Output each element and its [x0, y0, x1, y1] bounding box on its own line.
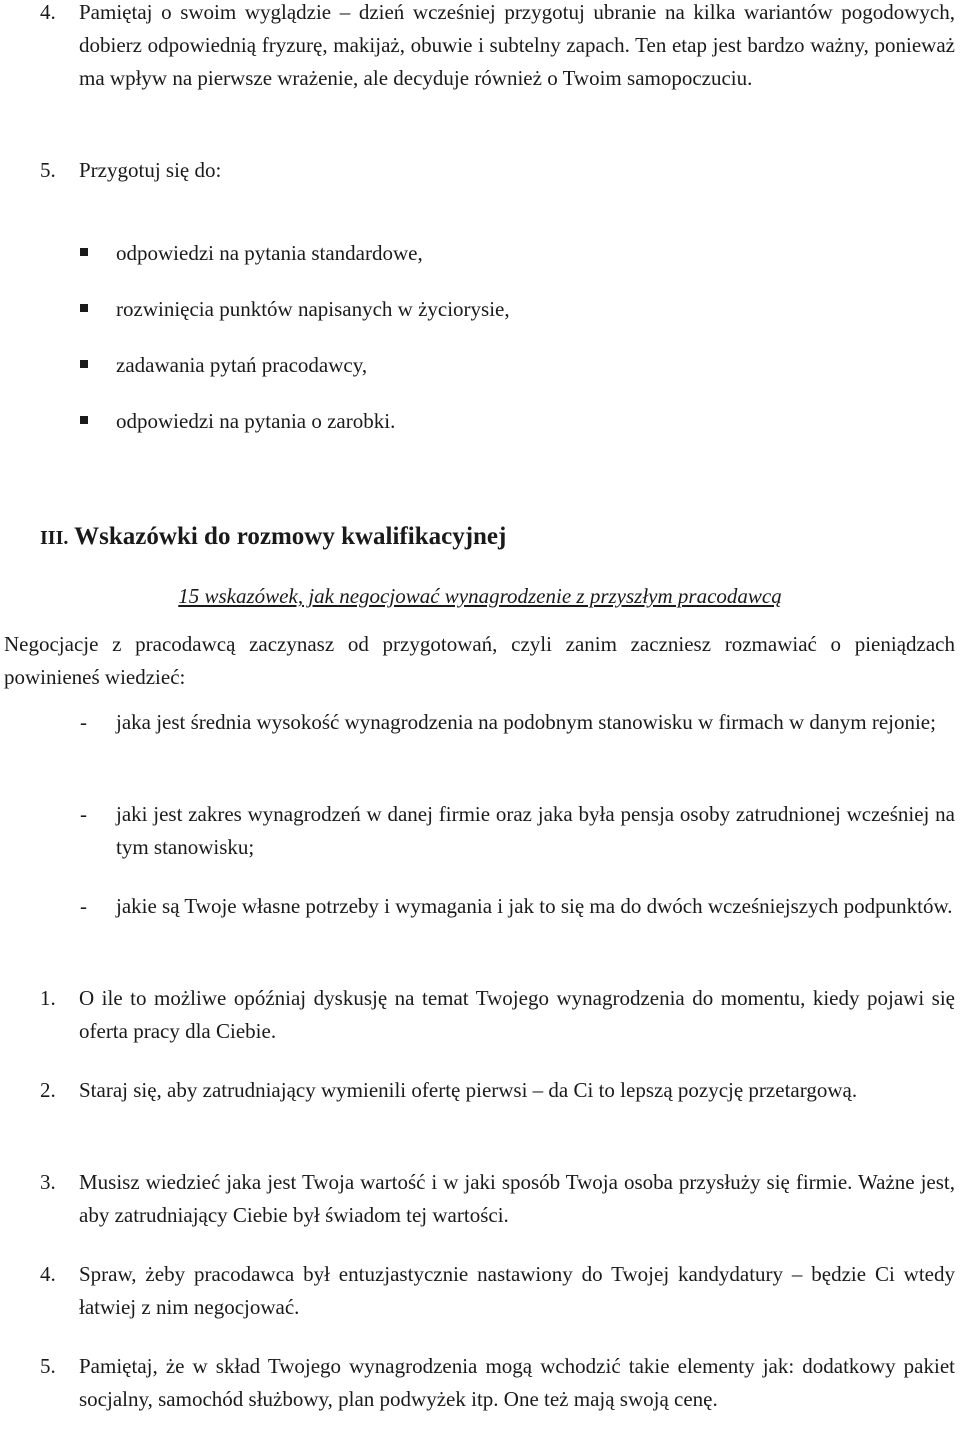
dash-marker: -: [80, 710, 87, 734]
intro-paragraph: Negocjacje z pracodawcą zaczynasz od przygotowań, czyli zanim zaczniesz rozmawiać o pieniądzach powinieneś wiedzieć:: [4, 632, 955, 689]
bullet-text: zadawania pytań pracodawcy,: [116, 353, 368, 377]
tip-number: 3.: [40, 1170, 56, 1194]
dash-marker: -: [80, 802, 87, 826]
section-title: Wskazówki do rozmowy kwalifikacyjnej: [74, 523, 507, 550]
dash-text: jakie są Twoje własne potrzeby i wymagania i jak to się ma do dwóch wcześniejszych podpunktów.: [116, 894, 953, 918]
bullet-item: [80, 238, 423, 268]
square-bullet-icon: [80, 248, 88, 256]
tip-item-4: [40, 1258, 955, 1324]
dash-text: jaki jest zakres wynagrodzeń w danej firmie oraz jaka była pensja osoby zatrudnionej wcześniej na tym stanowisku;: [116, 802, 955, 859]
bullet-text: odpowiedzi na pytania o zarobki.: [116, 409, 396, 433]
dash-text: jaka jest średnia wysokość wynagrodzenia na podobnym stanowisku w firmach w danym rejonie;: [116, 710, 936, 734]
bullet-text: odpowiedzi na pytania standardowe,: [116, 241, 423, 265]
tip-number: 5.: [40, 1354, 56, 1378]
list-number: 5.: [40, 158, 56, 182]
bullet-text: rozwinięcia punktów napisanych w życiorysie,: [116, 297, 510, 321]
tip-text: Pamiętaj, że w skład Twojego wynagrodzenia mogą wchodzić takie elementy jak: dodatkowy pakiet socjalny, samochód służbowy, plan podwyżek itp. One też mają swoją cenę.: [79, 1354, 955, 1411]
tip-item-3: [40, 1166, 955, 1232]
tip-item-1: [40, 982, 955, 1048]
list-number: 4.: [40, 0, 56, 24]
square-bullet-icon: [80, 360, 88, 368]
square-bullet-icon: [80, 416, 88, 424]
dash-list-item: [80, 890, 955, 923]
section-heading: [40, 520, 506, 555]
bullet-item: [80, 350, 367, 380]
tip-item-2: [40, 1074, 955, 1107]
section-subtitle: 15 wskazówek, jak negocjować wynagrodzenie z przyszłym pracodawcą: [178, 584, 782, 608]
list-text: Pamiętaj o swoim wyglądzie – dzień wcześniej przygotuj ubranie na kilka wariantów pogodowych, dobierz odpowiednią fryzurę, makijaż, obuwie i subtelny zapach. Ten etap jest bardzo ważny, ponieważ ma wpływ na pierwsze wrażenie, ale decyduje również o Twoim samopoczuciu.: [79, 0, 955, 90]
dash-marker: -: [80, 894, 87, 918]
tip-text: Staraj się, aby zatrudniający wymienili ofertę pierwsi – da Ci to lepszą pozycję przetargową.: [79, 1078, 858, 1102]
tip-number: 4.: [40, 1262, 56, 1286]
square-bullet-icon: [80, 304, 88, 312]
tip-text: Musisz wiedzieć jaka jest Twoja wartość i w jaki sposób Twoja osoba przysłuży się firmie. Ważne jest, aby zatrudniający Ciebie był świadom tej wartości.: [79, 1170, 955, 1227]
section-number: III.: [40, 527, 69, 549]
list-item-5: [40, 154, 955, 187]
tip-number: 2.: [40, 1078, 56, 1102]
list-item-4: [40, 0, 955, 95]
dash-list-item: [80, 706, 955, 739]
tip-text: Spraw, żeby pracodawca był entuzjastycznie nastawiony do Twojej kandydatury – będzie Ci wtedy łatwiej z nim negocjować.: [79, 1262, 955, 1319]
bullet-item: [80, 406, 395, 436]
bullet-item: [80, 294, 510, 324]
tip-item-5: [40, 1350, 955, 1416]
list-text: Przygotuj się do:: [79, 158, 222, 182]
dash-list-item: [80, 798, 955, 864]
tip-number: 1.: [40, 986, 56, 1010]
tip-text: O ile to możliwe opóźniaj dyskusję na temat Twojego wynagrodzenia do momentu, kiedy pojawi się oferta pracy dla Ciebie.: [79, 986, 955, 1043]
